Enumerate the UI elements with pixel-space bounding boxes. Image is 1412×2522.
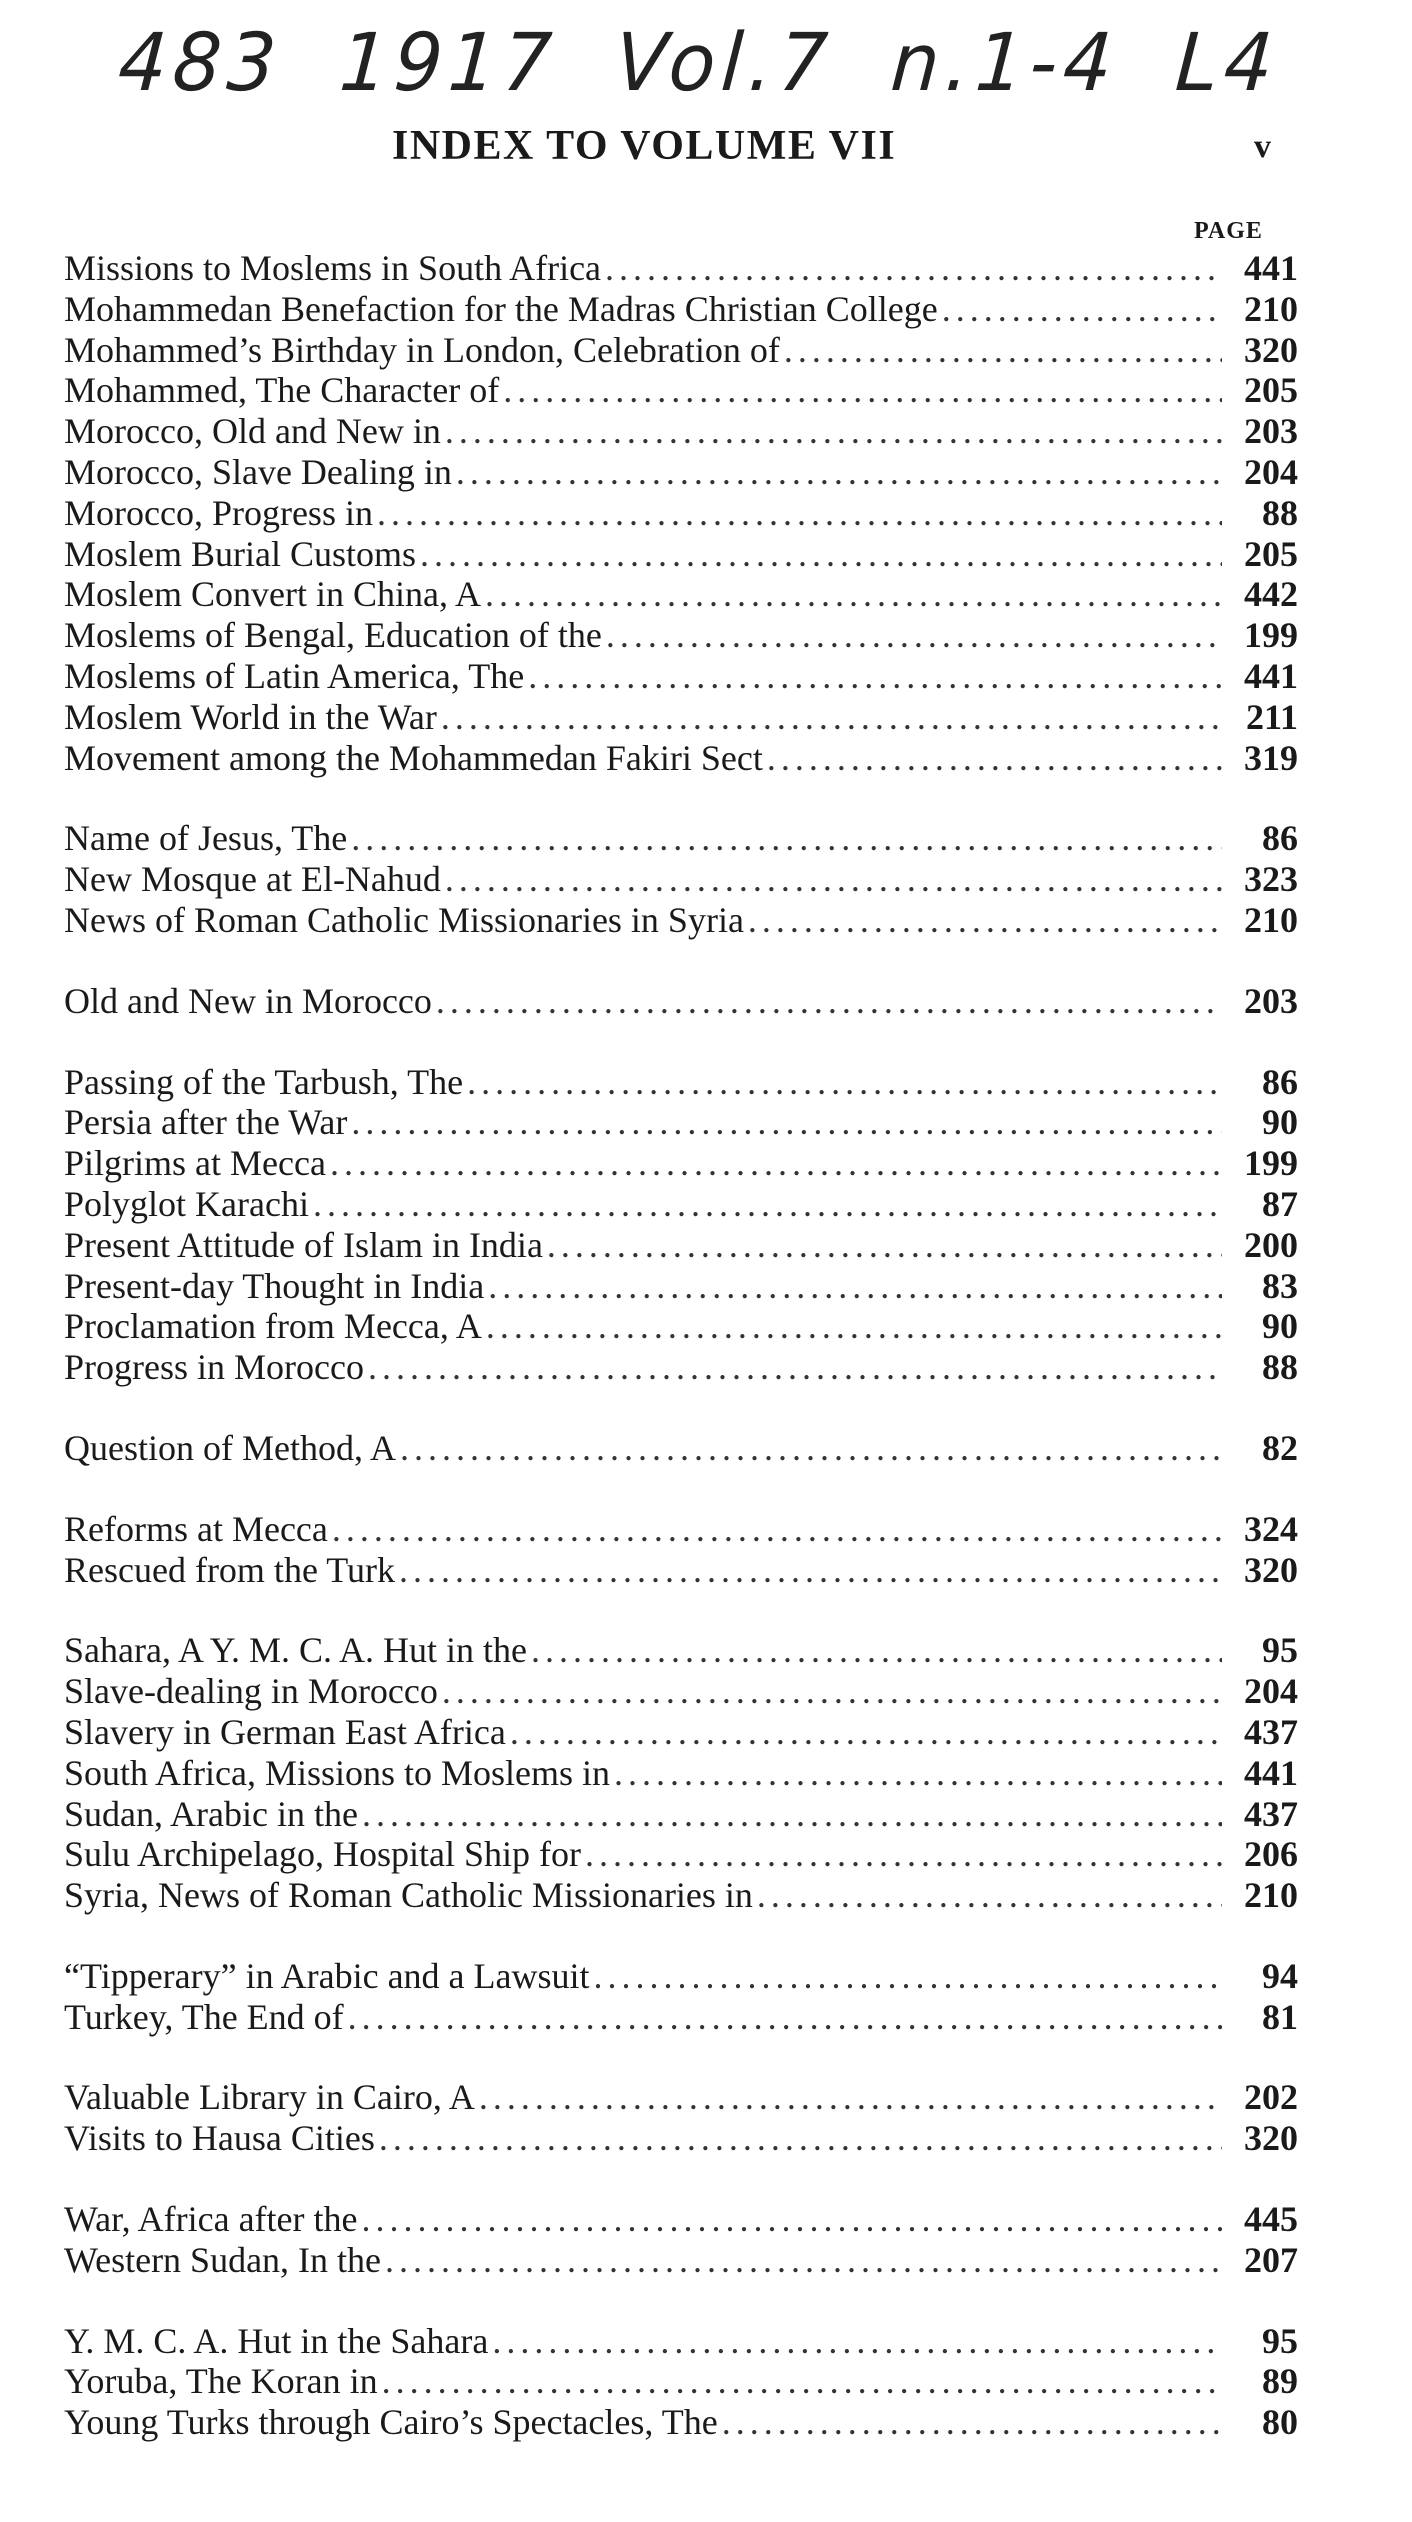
entry-title: South Africa, Missions to Moslems in <box>64 1752 611 1793</box>
entry-page-number: 83 <box>1262 1265 1298 1306</box>
index-entry <box>64 1875 1298 1916</box>
index-entry <box>64 818 1298 859</box>
entry-page-number: 204 <box>1244 451 1298 492</box>
entry-title: Mohammed’s Birthday in London, Celebration of <box>64 329 780 370</box>
dot-leader <box>531 1630 1222 1671</box>
index-entry <box>64 981 1298 1022</box>
dot-leader <box>445 859 1222 900</box>
dot-leader <box>942 289 1222 330</box>
index-entry <box>64 1225 1298 1266</box>
entry-title: Movement among the Mohammedan Fakiri Sect <box>64 737 763 778</box>
index-group <box>64 1509 1298 1591</box>
entry-title: Present Attitude of Islam in India <box>64 1224 543 1265</box>
dot-leader <box>330 1143 1222 1184</box>
dot-leader <box>399 1550 1222 1591</box>
dot-leader <box>456 452 1222 493</box>
entry-title: Proclamation from Mecca, A <box>64 1306 482 1347</box>
entry-page-number: 90 <box>1262 1102 1298 1143</box>
entry-title: Young Turks through Cairo’s Spectacles, The <box>64 2402 718 2443</box>
entry-title: War, Africa after the <box>64 2199 358 2240</box>
index-entry <box>64 1550 1298 1591</box>
index-entry <box>64 452 1298 493</box>
index-entry <box>64 2402 1298 2443</box>
entry-page-number: 199 <box>1244 1143 1298 1184</box>
index-list <box>64 248 1298 2483</box>
dot-leader <box>605 248 1222 289</box>
dot-leader <box>594 1956 1222 1997</box>
entry-title: Sulu Archipelago, Hospital Ship for <box>64 1834 581 1875</box>
entry-page-number: 88 <box>1262 1347 1298 1388</box>
entry-title: Moslems of Bengal, Education of the <box>64 615 602 656</box>
page-column-label: PAGE <box>1194 218 1263 244</box>
dot-leader <box>442 1671 1222 1712</box>
dot-leader <box>767 738 1222 779</box>
index-entry <box>64 330 1298 371</box>
entry-page-number: 200 <box>1244 1224 1298 1265</box>
index-entry <box>64 1306 1298 1347</box>
entry-page-number: 81 <box>1262 1996 1298 2037</box>
index-group <box>64 2321 1298 2443</box>
entry-title: New Mosque at El-Nahud <box>64 859 441 900</box>
index-entry <box>64 1834 1298 1875</box>
dot-leader <box>748 900 1222 941</box>
entry-title: Yoruba, The Koran in <box>64 2361 378 2402</box>
entry-page-number: 95 <box>1262 2320 1298 2361</box>
entry-page-number: 441 <box>1244 1752 1298 1793</box>
entry-title: Turkey, The End of <box>64 1996 344 2037</box>
entry-title: Question of Method, A <box>64 1427 396 1468</box>
entry-page-number: 89 <box>1262 2361 1298 2402</box>
index-entry <box>64 1428 1298 1469</box>
entry-title: Mohammed, The Character of <box>64 370 500 411</box>
dot-leader <box>351 818 1222 859</box>
dot-leader <box>485 574 1222 615</box>
entry-title: Mohammedan Benefaction for the Madras Christian College <box>64 288 938 329</box>
entry-page-number: 86 <box>1262 818 1298 859</box>
entry-title: Persia after the War <box>64 1102 348 1143</box>
entry-title: Sahara, A Y. M. C. A. Hut in the <box>64 1630 528 1671</box>
index-entry <box>64 2240 1298 2281</box>
index-entry <box>64 1671 1298 1712</box>
entry-title: Moslem Convert in China, A <box>64 574 481 615</box>
index-entry <box>64 411 1298 452</box>
index-entry <box>64 1266 1298 1307</box>
entry-page-number: 211 <box>1245 696 1298 737</box>
entry-title: Missions to Moslems in South Africa <box>64 248 602 288</box>
dot-leader <box>492 2321 1222 2362</box>
handwritten-catalog-note: 483 1917 Vol.7 n.1-4 L4 <box>115 15 1282 109</box>
entry-title: Name of Jesus, The <box>64 818 348 859</box>
index-entry <box>64 1794 1298 1835</box>
index-group <box>64 1062 1298 1388</box>
entry-page-number: 320 <box>1244 329 1298 370</box>
index-entry <box>64 534 1298 575</box>
entry-page-number: 82 <box>1262 1427 1298 1468</box>
entry-page-number: 80 <box>1262 2402 1298 2443</box>
index-entry <box>64 2361 1298 2402</box>
index-entry <box>64 615 1298 656</box>
dot-leader <box>614 1753 1222 1794</box>
dot-leader <box>606 615 1222 656</box>
dot-leader <box>479 2077 1222 2118</box>
dot-leader <box>379 2118 1222 2159</box>
entry-page-number: 204 <box>1244 1671 1298 1712</box>
index-entry <box>64 1997 1298 2038</box>
dot-leader <box>382 2361 1222 2402</box>
entry-page-number: 442 <box>1244 574 1298 615</box>
index-entry <box>64 2077 1298 2118</box>
entry-page-number: 323 <box>1244 859 1298 900</box>
index-entry <box>64 2118 1298 2159</box>
entry-title: Present-day Thought in India <box>64 1265 485 1306</box>
index-entry <box>64 1509 1298 1550</box>
entry-page-number: 320 <box>1244 1549 1298 1590</box>
entry-title: Western Sudan, In the <box>64 2239 382 2280</box>
entry-page-number: 441 <box>1244 655 1298 696</box>
entry-page-number: 90 <box>1262 1306 1298 1347</box>
dot-leader <box>722 2402 1222 2443</box>
index-entry <box>64 1143 1298 1184</box>
entry-page-number: 202 <box>1244 2077 1298 2118</box>
entry-title: Reforms at Mecca <box>64 1508 328 1549</box>
index-entry <box>64 1102 1298 1143</box>
entry-title: Polyglot Karachi <box>64 1183 309 1224</box>
dot-leader <box>420 534 1222 575</box>
dot-leader <box>467 1062 1222 1103</box>
entry-page-number: 205 <box>1244 533 1298 574</box>
entry-page-number: 206 <box>1244 1834 1298 1875</box>
entry-page-number: 86 <box>1262 1061 1298 1102</box>
dot-leader <box>362 1794 1222 1835</box>
dot-leader <box>488 1266 1222 1307</box>
page-number: v <box>1254 128 1271 165</box>
index-group <box>64 1428 1298 1469</box>
entry-page-number: 320 <box>1244 2118 1298 2159</box>
dot-leader <box>313 1184 1222 1225</box>
dot-leader <box>351 1102 1222 1143</box>
entry-page-number: 203 <box>1244 411 1298 452</box>
index-group <box>64 2199 1298 2281</box>
entry-title: Morocco, Progress in <box>64 492 373 533</box>
entry-title: Syria, News of Roman Catholic Missionaries in <box>64 1875 753 1916</box>
entry-page-number: 437 <box>1244 1793 1298 1834</box>
dot-leader <box>348 1997 1222 2038</box>
index-entry <box>64 493 1298 534</box>
index-entry <box>64 1956 1298 1997</box>
entry-page-number: 88 <box>1262 492 1298 533</box>
entry-page-number: 437 <box>1244 1711 1298 1752</box>
entry-title: Morocco, Old and New in <box>64 411 441 452</box>
entry-title: Y. M. C. A. Hut in the Sahara <box>64 2320 489 2361</box>
dot-leader <box>510 1712 1222 1753</box>
entry-page-number: 87 <box>1262 1183 1298 1224</box>
index-group <box>64 818 1298 940</box>
index-entry <box>64 1184 1298 1225</box>
dot-leader <box>361 2199 1222 2240</box>
index-group <box>64 1630 1298 1916</box>
dot-leader <box>377 493 1222 534</box>
index-entry <box>64 574 1298 615</box>
page-title: INDEX TO VOLUME VII <box>392 123 897 169</box>
entry-title: Passing of the Tarbush, The <box>64 1061 464 1102</box>
entry-title: Moslem Burial Customs <box>64 533 417 574</box>
entry-page-number: 94 <box>1262 1955 1298 1996</box>
index-entry <box>64 1753 1298 1794</box>
dot-leader <box>503 370 1222 411</box>
entry-title: Valuable Library in Cairo, A <box>64 2077 475 2118</box>
dot-leader <box>547 1225 1222 1266</box>
index-entry <box>64 900 1298 941</box>
index-entry <box>64 2321 1298 2362</box>
entry-page-number: 203 <box>1244 980 1298 1021</box>
dot-leader <box>784 330 1222 371</box>
dot-leader <box>385 2240 1222 2281</box>
entry-title: Morocco, Slave Dealing in <box>64 451 452 492</box>
index-entry <box>64 1712 1298 1753</box>
index-entry <box>64 248 1298 289</box>
entry-page-number: 210 <box>1244 288 1298 329</box>
entry-title: News of Roman Catholic Missionaries in Syria <box>64 899 744 940</box>
entry-title: “Tipperary” in Arabic and a Lawsuit <box>64 1955 590 1996</box>
entry-title: Sudan, Arabic in the <box>64 1793 358 1834</box>
entry-page-number: 199 <box>1244 615 1298 656</box>
entry-page-number: 210 <box>1244 1875 1298 1916</box>
entry-page-number: 319 <box>1244 737 1298 778</box>
index-entry <box>64 289 1298 330</box>
entry-title: Old and New in Morocco <box>64 980 432 1021</box>
index-entry <box>64 2199 1298 2240</box>
index-entry <box>64 1347 1298 1388</box>
entry-title: Rescued from the Turk <box>64 1549 395 1590</box>
dot-leader <box>528 656 1222 697</box>
dot-leader <box>486 1306 1222 1347</box>
entry-page-number: 95 <box>1262 1630 1298 1671</box>
dot-leader <box>441 697 1222 738</box>
entry-page-number: 445 <box>1244 2199 1298 2240</box>
entry-title: Progress in Morocco <box>64 1347 364 1388</box>
index-entry <box>64 738 1298 779</box>
entry-page-number: 441 <box>1244 248 1298 288</box>
dot-leader <box>368 1347 1222 1388</box>
entry-page-number: 210 <box>1244 899 1298 940</box>
entry-title: Slavery in German East Africa <box>64 1711 506 1752</box>
dot-leader <box>445 411 1222 452</box>
entry-title: Slave-dealing in Morocco <box>64 1671 438 1712</box>
index-entry <box>64 656 1298 697</box>
index-entry <box>64 697 1298 738</box>
index-group <box>64 981 1298 1022</box>
index-group <box>64 248 1298 778</box>
index-entry <box>64 1062 1298 1103</box>
entry-page-number: 207 <box>1244 2239 1298 2280</box>
dot-leader <box>585 1834 1222 1875</box>
entry-page-number: 324 <box>1244 1508 1298 1549</box>
index-entry <box>64 1630 1298 1671</box>
entry-title: Visits to Hausa Cities <box>64 2118 375 2159</box>
entry-title: Pilgrims at Mecca <box>64 1143 326 1184</box>
dot-leader <box>400 1428 1222 1469</box>
entry-title: Moslem World in the War <box>64 696 437 737</box>
index-group <box>64 2077 1298 2159</box>
dot-leader <box>332 1509 1222 1550</box>
index-entry <box>64 370 1298 411</box>
entry-title: Moslems of Latin America, The <box>64 655 525 696</box>
entry-page-number: 205 <box>1244 370 1298 411</box>
dot-leader <box>436 981 1222 1022</box>
dot-leader <box>757 1875 1222 1916</box>
index-entry <box>64 859 1298 900</box>
index-group <box>64 1956 1298 2038</box>
